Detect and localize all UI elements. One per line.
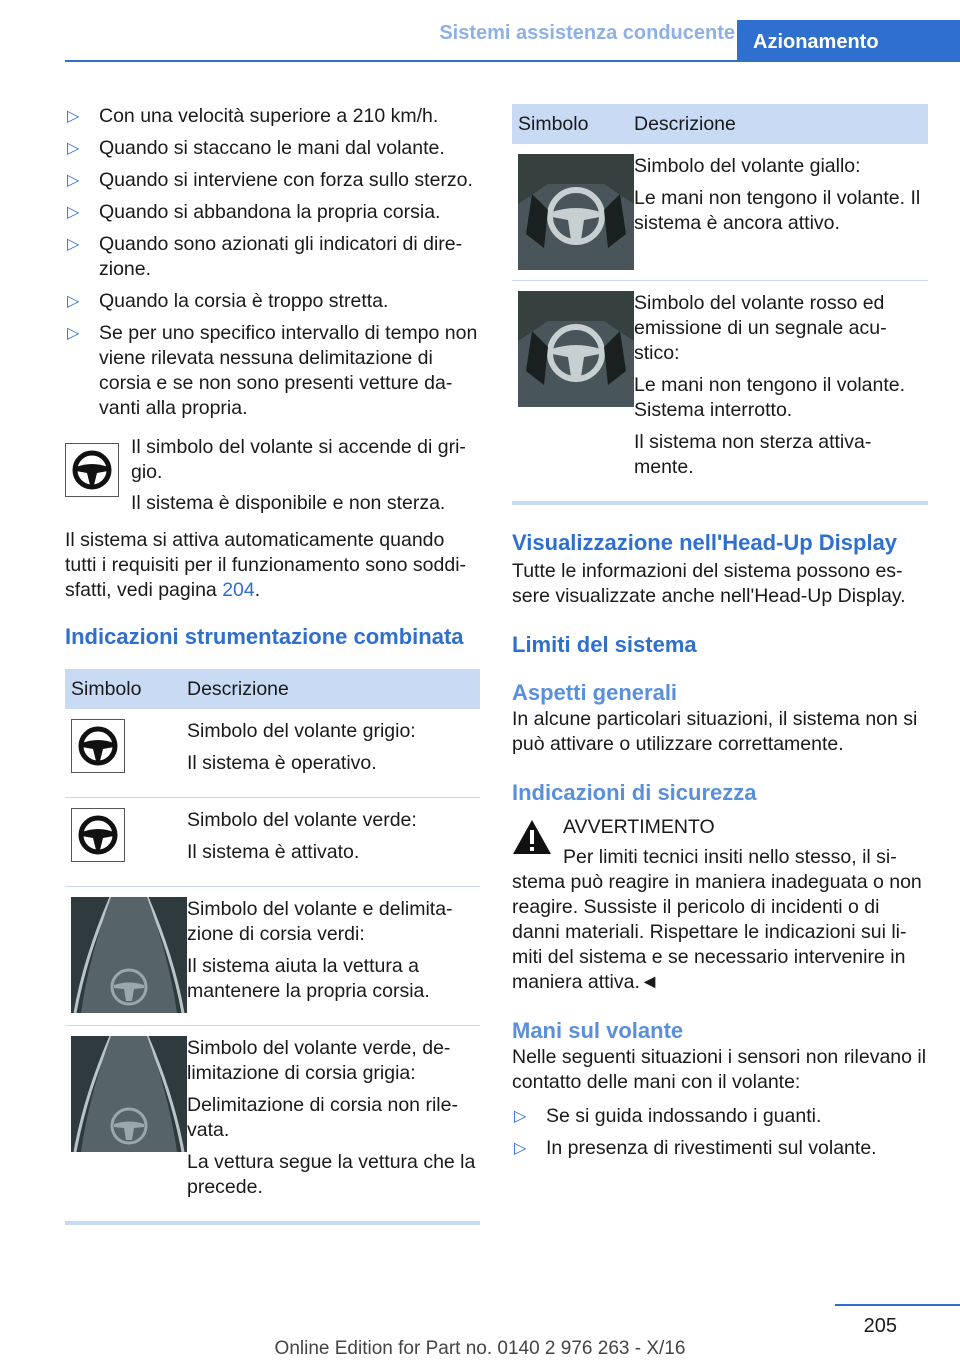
paragraph: In alcune particolari situazioni, il sistema non si può attivare o utilizzare correttamente.: [512, 708, 918, 755]
header-chapter-tab: Azionamento: [737, 20, 960, 62]
paragraph: Tutte le informazioni del sistema possono es-sere visualizzate anche nell'Head-Up Display.: [512, 560, 906, 607]
header-section-title: Sistemi assistenza conducente: [439, 22, 735, 44]
list-item: ▷ Se per uno specifico intervallo di tempo non viene rilevata nessuna delimitazione di corsia e se non sono presenti vetture da-vanti alla propria.: [67, 322, 478, 419]
list-item: ▷ Quando si staccano le mani dal volante.: [67, 137, 445, 159]
triangle-bullet-icon: ▷: [514, 1108, 527, 1125]
table-row: Simbolo del volante giallo: Le mani non tengono il volante. Il sistema è ancora attivo.: [512, 144, 928, 281]
column-header-symbol: Simbolo: [71, 677, 142, 700]
triangle-bullet-icon: ▷: [67, 236, 80, 253]
condition-list: [65, 104, 480, 421]
hands-off-red-image: [518, 291, 634, 407]
list-item: ▷ Se si guida indossando i guanti.: [514, 1105, 822, 1127]
steering-wheel-grey-icon: [71, 719, 125, 773]
page-link[interactable]: 204: [222, 579, 255, 601]
page-number: 205: [863, 1315, 897, 1337]
list-item: ▷ Quando la corsia è troppo stretta.: [67, 290, 389, 312]
table-header: [512, 104, 928, 144]
section-heading: Limiti del sistema: [512, 632, 697, 657]
instrument-cluster-table: [65, 669, 480, 1225]
subsection-heading: Mani sul volante: [512, 1018, 684, 1043]
note-line: Il sistema è disponibile e non sterza.: [131, 492, 446, 514]
warning-triangle-icon: [512, 819, 552, 860]
steering-wheel-icon: [65, 443, 119, 497]
warning-block: [512, 815, 928, 995]
table-row: Simbolo del volante e delimita-zione di corsia verdi: Il sistema aiuta la vettura a mantenere la propria corsia.: [65, 887, 480, 1026]
paragraph: Nelle seguenti situazioni i sensori non rilevano il contatto delle mani con il volante:: [512, 1046, 927, 1093]
hands-warning-table: [512, 104, 928, 505]
section-heading: Indicazioni strumentazione combinata: [65, 624, 464, 649]
list-item: ▷ Quando si interviene con forza sullo sterzo.: [67, 169, 473, 191]
table-row: Simbolo del volante verde: Il sistema è attivato.: [65, 798, 480, 887]
triangle-bullet-icon: ▷: [67, 325, 80, 342]
table-row: Simbolo del volante grigio: Il sistema è operativo.: [65, 709, 480, 798]
triangle-bullet-icon: ▷: [67, 140, 80, 157]
header-rule: [65, 60, 960, 62]
steering-wheel-green-icon: [71, 808, 125, 862]
column-header-description: Descrizione: [187, 677, 289, 700]
note-line: Il simbolo del volante si accende di gri-gio.: [131, 436, 466, 483]
list-item: ▷ Quando sono azionati gli indicatori di dire-zione.: [67, 233, 463, 280]
warning-text: Per limiti tecnici insiti nello stesso, il si-stema può reagire in maniera inadeguata o non reagire. Sussiste il pericolo di incidenti o di danni materiali. Rispettare le indicazioni sui li-miti del sistema e se necessario intervenire in maniera attiva.◄: [512, 846, 922, 993]
column-header-symbol: Simbolo: [518, 112, 589, 135]
footer-rule: [835, 1304, 960, 1306]
triangle-bullet-icon: ▷: [67, 172, 80, 189]
list-item: ▷ Con una velocità superiore a 210 km/h.: [67, 105, 439, 127]
steering-note: [65, 435, 480, 516]
list-item: ▷ Quando si abbandona la propria corsia.: [67, 201, 441, 223]
section-heading: Visualizzazione nell'Head-Up Display: [512, 530, 898, 555]
triangle-bullet-icon: ▷: [514, 1140, 527, 1157]
table-bottom-rule: [65, 1221, 480, 1225]
right-column: [512, 104, 928, 1168]
hands-conditions-list: [512, 1104, 928, 1161]
table-row: Simbolo del volante rosso ed emissione di un segnale acu-stico: Le mani non tengono il volante. Sistema interrotto. Il sistema non sterza attiva-mente.: [512, 281, 928, 501]
lane-display-image: [71, 897, 187, 1013]
warning-title: AVVERTIMENTO: [563, 816, 715, 838]
footer-edition: Online Edition for Part no. 0140 2 976 263 - X/16: [274, 1338, 686, 1359]
left-column: [65, 104, 480, 1225]
triangle-bullet-icon: ▷: [67, 293, 80, 310]
hands-off-yellow-image: [518, 154, 634, 270]
subsection-heading: Indicazioni di sicurezza: [512, 780, 757, 805]
column-header-description: Descrizione: [634, 112, 736, 135]
list-item: ▷ In presenza di rivestimenti sul volante.: [514, 1137, 877, 1159]
table-row: Simbolo del volante verde, de-limitazione di corsia grigia: Delimitazione di corsia non rile-vata. La vettura segue la vettura che la precede.: [65, 1026, 480, 1221]
lane-display-image: [71, 1036, 187, 1152]
triangle-bullet-icon: ▷: [67, 204, 80, 221]
subsection-heading: Aspetti generali: [512, 680, 678, 705]
table-bottom-rule: [512, 501, 928, 505]
triangle-bullet-icon: ▷: [67, 108, 80, 125]
table-header: [65, 669, 480, 709]
activation-paragraph: Il sistema si attiva automaticamente quando tutti i requisiti per il funzionamento sono soddi-sfatti, vedi pagina 204.: [65, 529, 467, 601]
